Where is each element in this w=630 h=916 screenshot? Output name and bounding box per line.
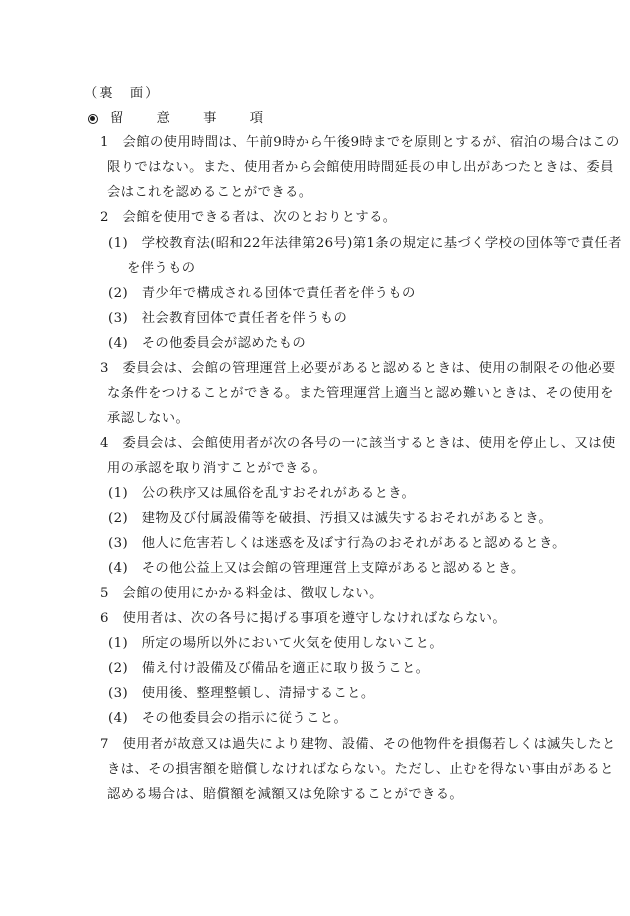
- item-4-line-2: 用の承認を取り消すことができる。: [107, 461, 327, 476]
- page-side-label: （裏 面）: [84, 86, 161, 101]
- item-7-line-2: きは、その損害額を賠償しなければならない。ただし、止むを得ない事由があると: [107, 762, 614, 777]
- notice-title: 留 意 事 項: [110, 111, 274, 126]
- item-3-line-1: 3 委員会は、会館の管理運営上必要があると認めるときは、使用の制限その他必要: [100, 361, 616, 376]
- item-1-line-1: 1 会館の使用時間は、午前9時から午後9時までを原則とするが、宿泊の場合はこの: [100, 135, 620, 150]
- item-2-sub-1-line-2: を伴うもの: [127, 261, 196, 276]
- item-6-line-1: 6 使用者は、次の各号に掲げる事項を遵守しなければならない。: [100, 611, 507, 626]
- item-6-sub-3: (3) 使用後、整理整頓し、清掃すること。: [108, 686, 375, 701]
- item-6-sub-2: (2) 備え付け設備及び備品を適正に取り扱うこと。: [108, 661, 430, 676]
- item-5: 5 会館の使用にかかる料金は、徴収しない。: [100, 586, 383, 601]
- item-6-sub-1: (1) 所定の場所以外において火気を使用しないこと。: [108, 636, 444, 651]
- item-3-line-3: 承認しない。: [107, 411, 190, 426]
- item-2-sub-3: (3) 社会教育団体で責任者を伴うもの: [108, 311, 348, 326]
- item-3-line-2: な条件をつけることができる。また管理運営上適当と認め難いときは、その使用を: [107, 386, 614, 401]
- item-6-sub-4: (4) その他委員会の指示に従うこと。: [108, 711, 348, 726]
- item-4-line-1: 4 委員会は、会館使用者が次の各号の一に該当するときは、使用を停止し、又は使: [100, 436, 616, 451]
- item-4-sub-2: (2) 建物及び付属設備等を破損、汚損又は滅失するおそれがあるとき。: [108, 511, 553, 526]
- item-4-sub-4: (4) その他公益上又は会館の管理運営上支障があると認めるとき。: [108, 561, 525, 576]
- item-1-line-3: 会はこれを認めることができる。: [107, 185, 313, 200]
- item-1-line-2: 限りではない。また、使用者から会館使用時間延長の申し出があつたときは、委員: [107, 160, 614, 175]
- item-4-sub-1: (1) 公の秩序又は風俗を乱すおそれがあるとき。: [108, 486, 416, 501]
- item-4-sub-3: (3) 他人に危害若しくは迷惑を及ぼす行為のおそれがあると認めるとき。: [108, 536, 566, 551]
- item-7-line-3: 認める場合は、賠償額を減額又は免除することができる。: [107, 787, 464, 802]
- item-2-line-1: 2 会館を使用できる者は、次のとおりとする。: [100, 210, 397, 225]
- item-2-sub-2: (2) 青少年で構成される団体で責任者を伴うもの: [108, 286, 416, 301]
- fisheye-bullet-icon: [88, 114, 98, 124]
- item-7-line-1: 7 使用者が故意又は過失により建物、設備、その他物件を損傷若しくは滅失したと: [100, 737, 616, 752]
- notice-heading: [88, 111, 273, 127]
- item-2-sub-4: (4) その他委員会が認めたもの: [108, 336, 307, 351]
- item-2-sub-1-line-1: (1) 学校教育法(昭和22年法律第26号)第1条の規定に基づく学校の団体等で責任者: [108, 236, 622, 251]
